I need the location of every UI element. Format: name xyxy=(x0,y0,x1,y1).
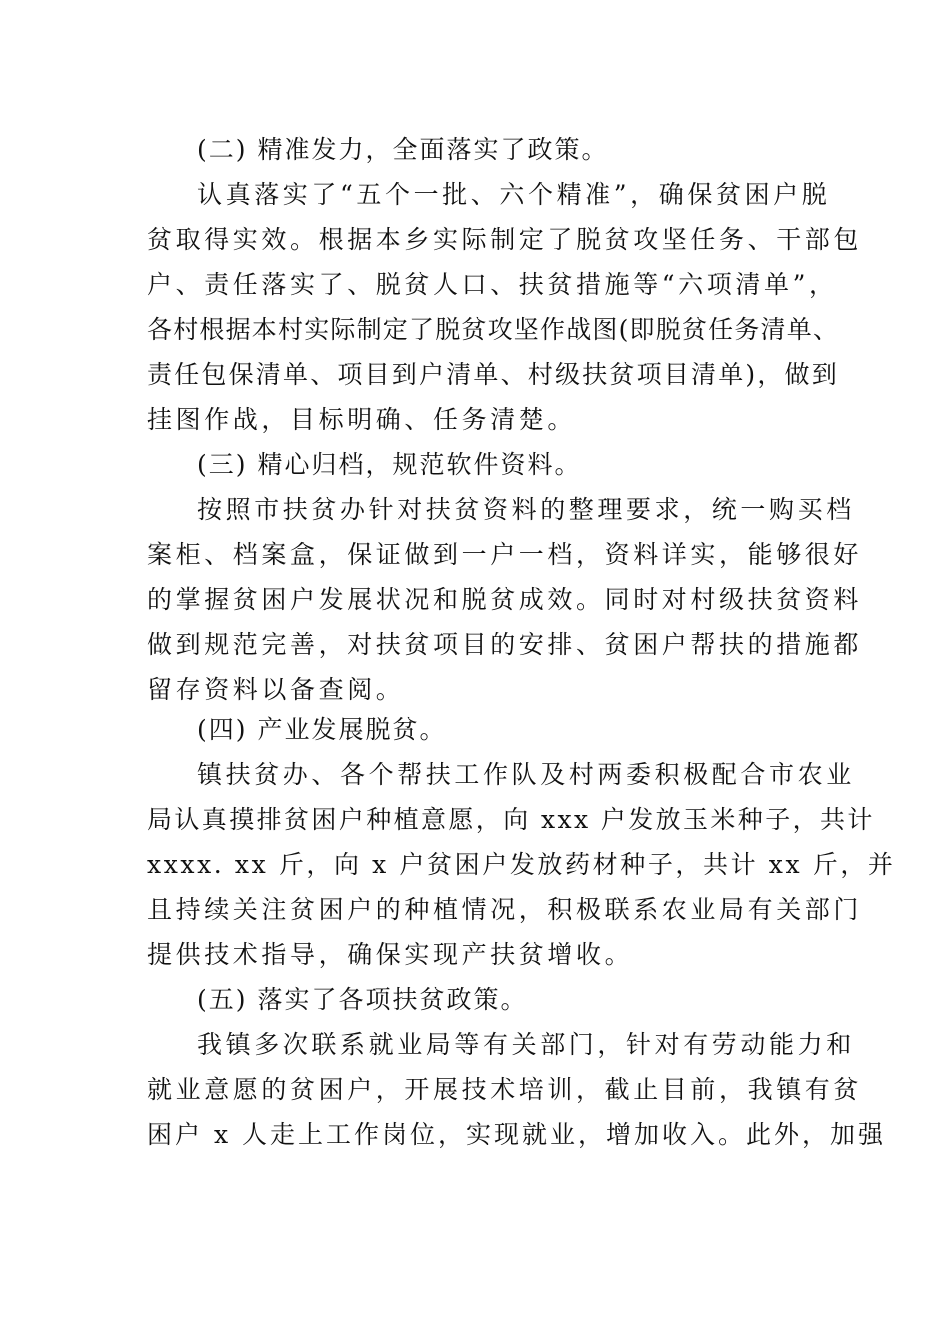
section-heading-2: (二) 精准发力，全面落实了政策。 xyxy=(197,135,609,164)
paragraph-line: 且持续关注贫困户的种植情况，积极联系农业局有关部门 xyxy=(147,895,863,924)
paragraph-line: 按照市扶贫办针对扶贫资料的整理要求，统一购买档 xyxy=(197,495,855,524)
paragraph-line: 留存资料以备查阅。 xyxy=(147,675,405,704)
paragraph-line: 局认真摸排贫困户种植意愿，向 xxx 户发放玉米种子，共计 xyxy=(147,805,875,834)
paragraph-line: 各村根据本村实际制定了脱贫攻坚作战图(即脱贫任务清单、 xyxy=(147,315,840,344)
section-heading-5: (五) 落实了各项扶贫政策。 xyxy=(197,985,528,1014)
paragraph-line: 挂图作战，目标明确、任务清楚。 xyxy=(147,405,577,434)
paragraph-line: 就业意愿的贫困户，开展技术培训，截止目前，我镇有贫 xyxy=(147,1075,863,1104)
paragraph-line: 我镇多次联系就业局等有关部门，针对有劳动能力和 xyxy=(197,1030,855,1059)
paragraph-line: 认真落实了“五个一批、六个精准”，确保贫困户脱 xyxy=(197,180,831,209)
paragraph-line: 的掌握贫困户发展状况和脱贫成效。同时对村级扶贫资料 xyxy=(147,585,863,614)
paragraph-line: xxxx. xx 斤，向 x 户贫困户发放药材种子，共计 xx 斤，并 xyxy=(147,850,896,879)
section-heading-3: (三) 精心归档，规范软件资料。 xyxy=(197,450,582,479)
paragraph-line: 镇扶贫办、各个帮扶工作队及村两委积极配合市农业 xyxy=(197,760,855,789)
paragraph-line: 责任包保清单、项目到户清单、村级扶贫项目清单)，做到 xyxy=(147,360,839,389)
paragraph-line: 案柜、档案盒，保证做到一户一档，资料详实，能够很好 xyxy=(147,540,863,569)
paragraph-line: 贫取得实效。根据本乡实际制定了脱贫攻坚任务、干部包 xyxy=(147,225,863,254)
section-heading-4: (四) 产业发展脱贫。 xyxy=(197,715,447,744)
paragraph-line: 做到规范完善，对扶贫项目的安排、贫困户帮扶的措施都 xyxy=(147,630,863,659)
paragraph-line: 困户 x 人走上工作岗位，实现就业，增加收入。此外，加强 xyxy=(147,1120,886,1149)
paragraph-line: 户、责任落实了、脱贫人口、扶贫措施等“六项清单”， xyxy=(147,270,838,299)
paragraph-line: 提供技术指导，确保实现产扶贫增收。 xyxy=(147,940,634,969)
